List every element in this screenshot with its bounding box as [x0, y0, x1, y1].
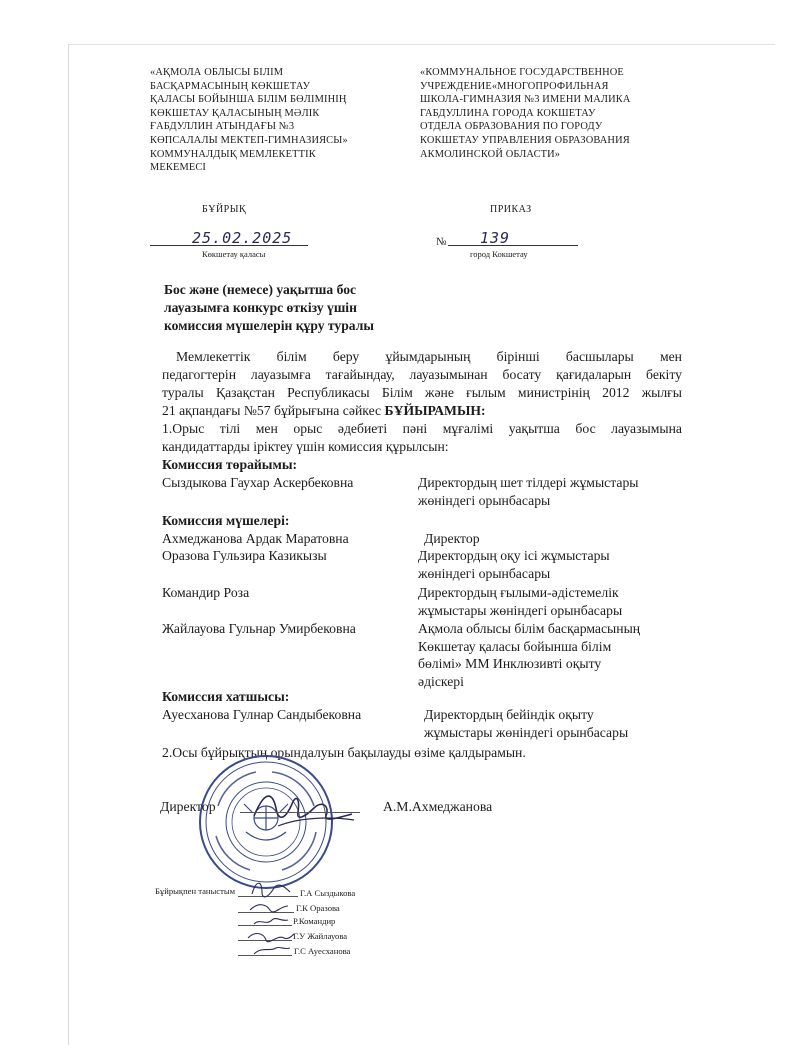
members-heading: Комиссия мүшелері: [162, 513, 290, 528]
document-title [164, 281, 374, 335]
member-position [418, 620, 640, 690]
order-label-kz: БҰЙРЫҚ [202, 204, 247, 215]
position-line: Ақмола облысы білім басқармасының [418, 621, 641, 636]
ack-name: Г.У Жайлауова [293, 931, 348, 941]
ack-name: Г.А Сыздыкова [300, 888, 356, 898]
member-position [424, 530, 480, 548]
secretary-name: Ауесханова Гулнар Сандыбековна [162, 707, 362, 722]
position-line: Директордың оқу ісі жұмыстары [418, 548, 610, 563]
position-line: жұмыстары жөніндегі орынбасары [424, 724, 629, 740]
position-line: жұмыстары жөніндегі орынбасары [418, 602, 623, 618]
header-right-line: УЧРЕЖДЕНИЕ«МНОГОПРОФИЛЬНАЯ [420, 80, 609, 92]
position-line: жөніндегі орынбасары [418, 565, 551, 581]
chair-heading: Комиссия төрайымы: [162, 457, 298, 472]
member-position [418, 547, 610, 582]
preamble-line: Мемлекеттік білім беру ұйымдарының бірінші басшылары мен [176, 349, 682, 364]
secretary-heading: Комиссия хатшысы: [162, 689, 290, 704]
preamble-text: 21 ақпандағы №57 бұйрығына сәйкес [162, 403, 385, 418]
header-right-line: КОКШЕТАУ УПРАВЛЕНИЯ ОБРАЗОВАНИЯ [420, 134, 630, 146]
handwritten-signature [248, 786, 358, 830]
position-line: Директордың шет тілдері жұмыстары [418, 475, 639, 490]
order-number: 139 [480, 229, 511, 247]
number-underline [448, 245, 578, 246]
title-line: Бос және (немесе) уақытша бос [164, 282, 357, 297]
order-date: 25.02.2025 [192, 229, 293, 247]
city-ru: город Кокшетау [470, 249, 528, 259]
number-prefix: № [436, 236, 447, 248]
position-line: әдіскері [418, 673, 464, 689]
member-name: Оразова Гульзира Казикызы [162, 548, 327, 563]
header-right-line: АКМОЛИНСКОЙ ОБЛАСТИ» [420, 148, 561, 160]
ack-name: Г.К Оразова [296, 903, 340, 913]
header-right-line: ГАБДУЛЛИНА ГОРОДА КОКШЕТАУ [420, 107, 596, 119]
position-line: жөніндегі орынбасары [418, 492, 551, 508]
preamble-line: туралы Қазақстан Республикасы Білім және ғылым министрінің 2012 жылғы [162, 385, 682, 400]
order-label-ru: ПРИКАЗ [490, 204, 532, 215]
title-line: комиссия мүшелерін құру туралы [164, 318, 374, 333]
position-line: Көкшетау қаласы бойынша білім [418, 638, 612, 654]
member-name: Жайлауова Гульнар Умирбековна [162, 621, 356, 636]
title-line: лауазымға конкурс өткізу үшін [164, 300, 357, 315]
preamble-line: педагогтерін лауазымға тағайындау, лауазымынан босату қағидаларын бекіту [162, 367, 682, 382]
point1-line: 1.Орыс тілі мен орыс әдебиеті пәні мұғалімі уақытша бос лауазымына [162, 421, 682, 436]
header-left-line: «АҚМОЛА ОБЛЫСЫ БІЛІМ [150, 67, 284, 78]
header-left-line: ҒАБДУЛЛИН АТЫНДАҒЫ №3 [150, 121, 295, 133]
header-left-line: БАСҚАРМАСЫНЫҢ КӨКШЕТАУ [150, 80, 311, 92]
header-left-line: КӨКШЕТАУ ҚАЛАСЫНЫҢ МӘЛІК [150, 107, 320, 119]
member-position [418, 584, 622, 619]
acknowledgement-signatures [244, 876, 300, 962]
preamble-line-last [162, 402, 486, 420]
signature-title: Директор [160, 799, 216, 814]
chair-name: Сыздыкова Гаухар Аскербековна [162, 475, 354, 490]
header-left-kz [150, 66, 348, 175]
date-underline [150, 245, 308, 246]
header-left-line: МЕКЕМЕСІ [150, 162, 207, 174]
position-line: Директордың ғылыми-әдістемелік [418, 585, 619, 600]
member-name: Ахмеджанова Ардак Маратовна [162, 531, 349, 546]
header-right-line: ШКОЛА-ГИМНАЗИЯ №3 ИМЕНИ МАЛИКА [420, 94, 631, 106]
acknowledgement-label: Бұйрықпен таныстым [155, 886, 236, 896]
chair-position [418, 474, 639, 509]
header-left-line: КӨПСАЛАЛЫ МЕКТЕП-ГИМНАЗИЯСЫ» [150, 134, 348, 146]
header-right-line: ОТДЕЛА ОБРАЗОВАНИЯ ПО ГОРОДУ [420, 121, 603, 133]
city-kz: Көкшетау қаласы [202, 249, 266, 259]
header-left-line: КОММУНАЛДЫҚ МЕМЛЕКЕТТІК [150, 148, 316, 160]
secretary-position [424, 706, 628, 741]
position-line: бөлімі» ММ Инклюзивті оқыту [418, 656, 602, 672]
point2: 2.Осы бұйрықтың орындалуын бақылауды өзіме қалдырамын. [162, 745, 526, 760]
decree-word: БҰЙЫРАМЫН: [384, 403, 486, 418]
position-line: Директордың бейіндік оқыту [424, 707, 594, 722]
point1-line: кандидаттарды іріктеу үшін комиссия құрылсын: [162, 439, 449, 454]
header-left-line: ҚАЛАСЫ БОЙЫНША БІЛІМ БӨЛІМІНІҢ [150, 94, 347, 106]
header-right-line: «КОММУНАЛЬНОЕ ГОСУДАРСТВЕННОЕ [420, 67, 624, 78]
member-name: Командир Роза [162, 585, 250, 600]
ack-name: Р.Командир [293, 916, 336, 926]
signature-name: А.М.Ахмеджанова [383, 799, 493, 814]
signature-line [240, 812, 360, 813]
header-right-ru [420, 66, 631, 161]
ack-name: Г.С Ауесханова [294, 946, 351, 956]
position-line: Директор [424, 531, 480, 546]
